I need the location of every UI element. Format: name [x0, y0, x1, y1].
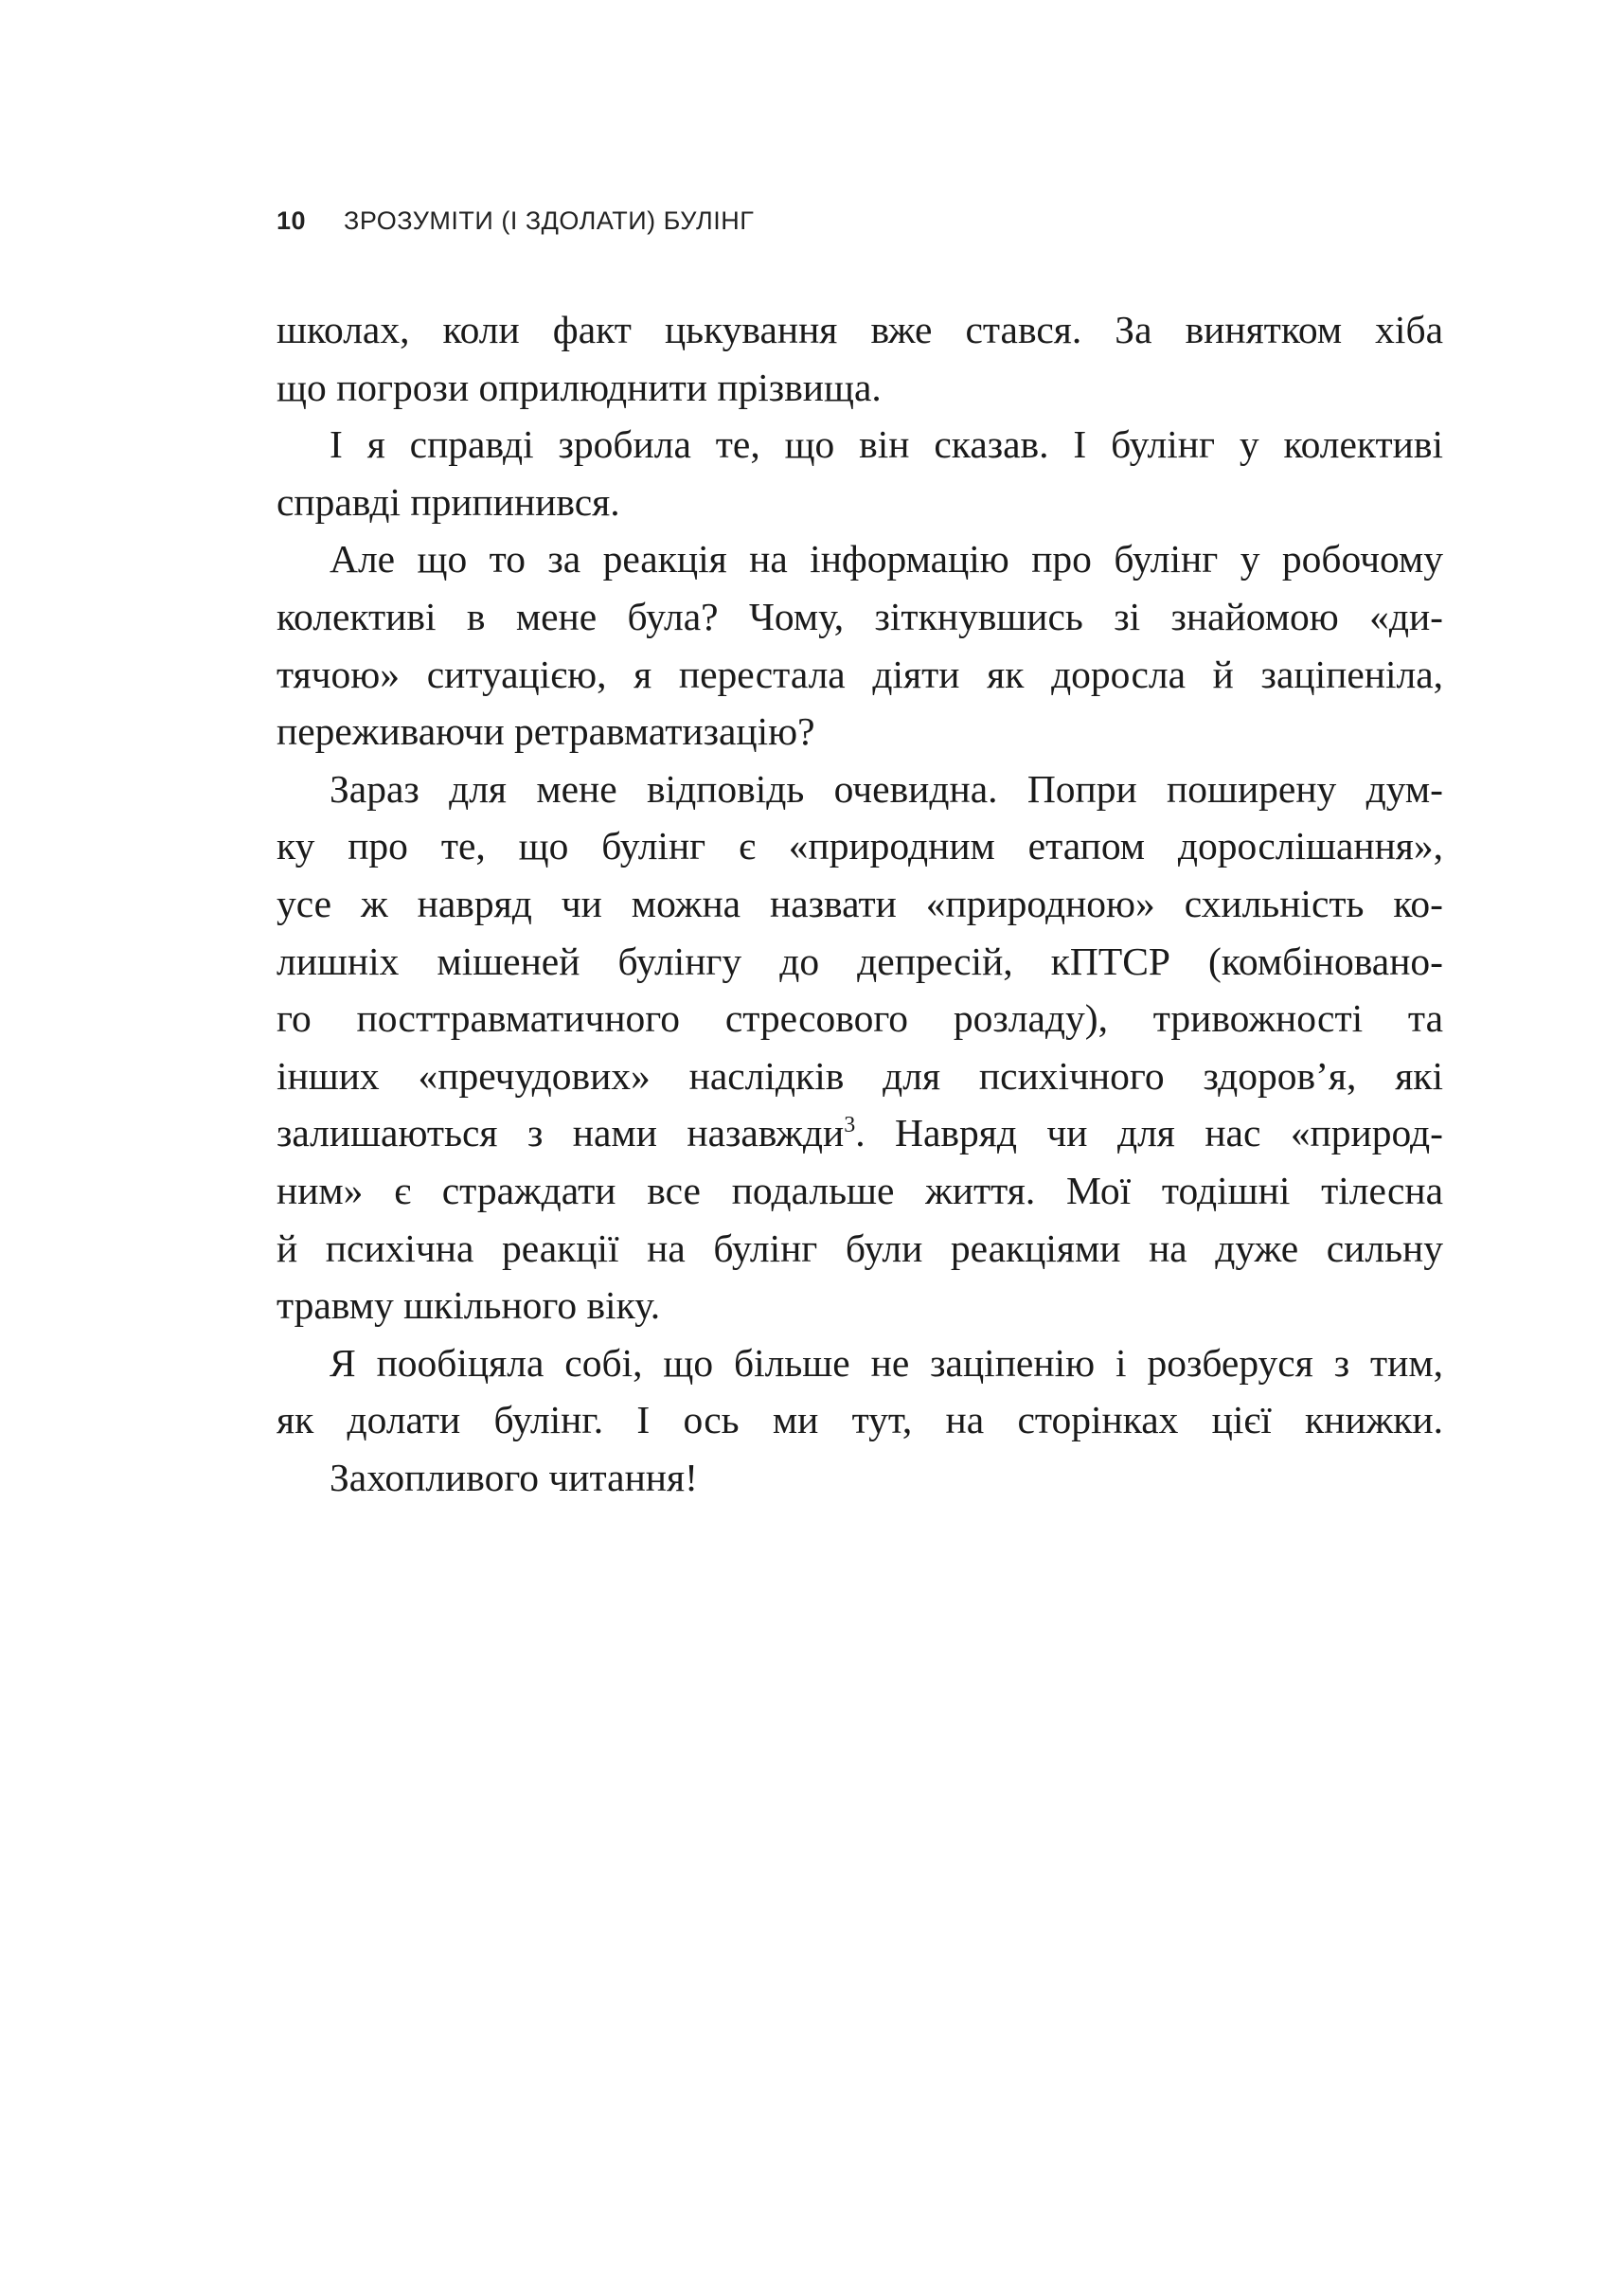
text-line: що погрози оприлюднити прізвища. [277, 365, 882, 409]
text-fragment: залишаються з нами назавжди [277, 1111, 845, 1155]
page-number: 10 [277, 206, 307, 235]
text-line: усе ж навряд чи можна назвати «природною» схильність ко- [277, 881, 1443, 925]
text-line: переживаючи ретравматизацію? [277, 709, 815, 754]
text-line: інших «пречудових» наслідків для психічного здоров’я, які [277, 1053, 1443, 1098]
text-line-with-footnote [277, 1104, 1443, 1162]
text-line: колективі в мене була? Чому, зіткнувшись зі знайомою «ди- [277, 594, 1443, 638]
text-line: І я справді зробила те, що він сказав. І булінг у колективі [330, 422, 1443, 467]
text-line: травму шкільного віку. [277, 1283, 661, 1328]
text-line: Зараз для мене відповідь очевидна. Попри поширену дум- [330, 766, 1443, 811]
body-text [277, 301, 1443, 1506]
text-line: справді припинився. [277, 479, 620, 524]
text-line: ним» є страждати все подальше життя. Мої тодішні тілесна [277, 1168, 1443, 1212]
running-title: ЗРОЗУМІТИ (І ЗДОЛАТИ) БУЛІНГ [344, 206, 755, 235]
text-line: школах, коли факт цькування вже стався. За винятком хіба [277, 308, 1443, 351]
text-line: го посттравматичного стресового розладу), тривожності та [277, 996, 1443, 1041]
text-line: лишніх мішеней булінгу до депресій, кПТСР (комбіновано- [277, 939, 1443, 983]
footnote-reference[interactable]: 3 [844, 1113, 856, 1138]
text-line: як долати булінг. І ось ми тут, на сторінках цієї книжки. [277, 1398, 1443, 1442]
text-line: й психічна реакції на булінг були реакціями на дуже сильну [277, 1226, 1443, 1270]
text-line: тячою» ситуацією, я перестала діяти як доросла й заціпеніла, [277, 652, 1443, 696]
running-header [277, 206, 754, 236]
text-fragment: . Навряд чи для нас «природ- [855, 1111, 1443, 1155]
text-line: Але що то за реакція на інформацію про булінг у робочому [330, 537, 1443, 582]
text-line: Я пообіцяла собі, що більше не заціпенію і розберуся з тим, [330, 1340, 1443, 1385]
text-line: Захопливого читання! [330, 1455, 698, 1499]
text-line: ку про те, що булінг є «природним етапом дорослішання», [277, 824, 1443, 868]
